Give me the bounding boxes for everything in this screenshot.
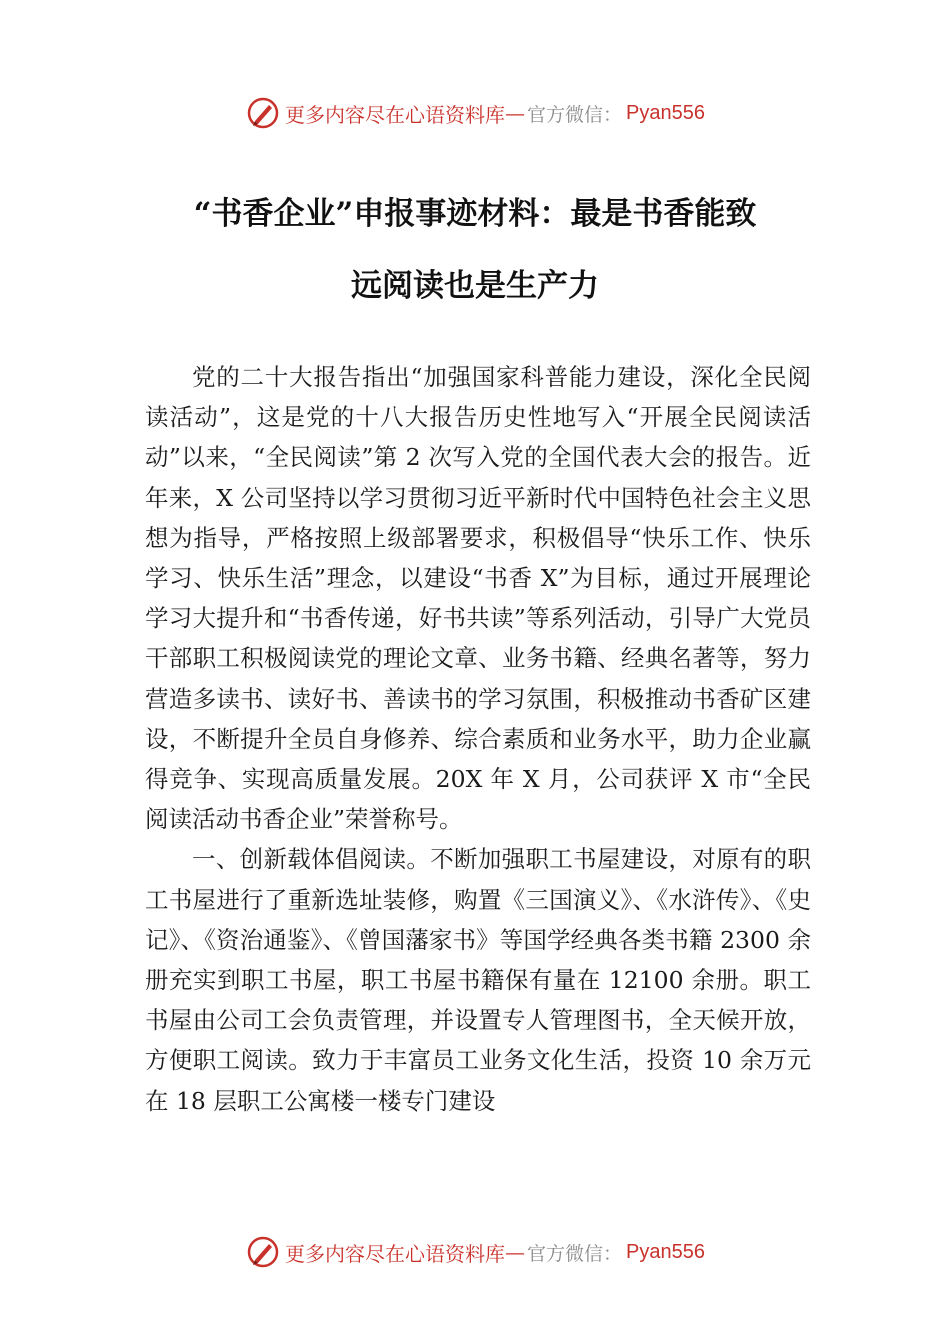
banner-wechat-id: Pyan556 bbox=[626, 101, 705, 124]
banner-brand-text: 更多内容尽在心语资料库 bbox=[285, 1241, 505, 1266]
header-banner bbox=[0, 93, 950, 133]
body-paragraph: 党的二十大报告指出“加强国家科普能力建设，深化全民阅读活动”，这是党的十八大报告历史性地写入“开展全民阅读活动”以来，“全民阅读”第 2 次写入党的全国代表大会的报告。近年来，X 公司坚持以学习贯彻习近平新时代中国特色社会主义思想为指导，严格按照上级部署要求，积极倡导“快乐工作、快乐学习、快乐生活”理念，以建设“书香 X”为目标，通过开展理论学习大提升和“书香传递，好书共读”等系列活动，引导广大党员干部职工积极阅读党的理论文章、业务书籍、经典名著等，努力营造多读书、读好书、善读书的学习氛围，积极推动书香矿区建设，不断提升全员自身修养、综合素质和业务水平，助力企业赢得竞争、实现高质量发展。20X 年 X 月，公司获评 X 市“全民阅读活动书香企业”荣誉称号。 bbox=[145, 363, 811, 834]
body-paragraph: 一、创新载体倡阅读。不断加强职工书屋建设，对原有的职工书屋进行了重新选址装修，购置《三国演义》、《水浒传》、《史记》、《资治通鉴》、《曾国藩家书》等国学经典各类书籍 2300 余册充实到职工书屋，职工书屋书籍保有量在 12100 余册。职工书屋由公司工会负责管理，并设置专人管理图书，全天候开放，方便职工阅读。致力于丰富员工业务文化生活，投资 10 余万元在 18 层职工公寓楼一楼专门建设 bbox=[145, 845, 811, 1115]
document-title bbox=[140, 178, 810, 322]
pen-logo-icon bbox=[245, 95, 281, 131]
banner-separator: — bbox=[505, 101, 525, 125]
banner-wechat-id: Pyan556 bbox=[626, 1240, 705, 1263]
footer-banner bbox=[0, 1232, 950, 1272]
banner-brand-text: 更多内容尽在心语资料库 bbox=[285, 102, 505, 127]
document-body bbox=[145, 357, 811, 1121]
banner-wechat-label: 官方微信： bbox=[527, 103, 623, 126]
pen-logo-icon bbox=[245, 1234, 281, 1270]
banner-wechat-label: 官方微信： bbox=[527, 1242, 623, 1265]
title-line-1: “书香企业”申报事迹材料：最是书香能致 bbox=[193, 196, 757, 232]
title-line-2: 远阅读也是生产力 bbox=[351, 268, 599, 304]
banner-separator: — bbox=[505, 1240, 525, 1264]
